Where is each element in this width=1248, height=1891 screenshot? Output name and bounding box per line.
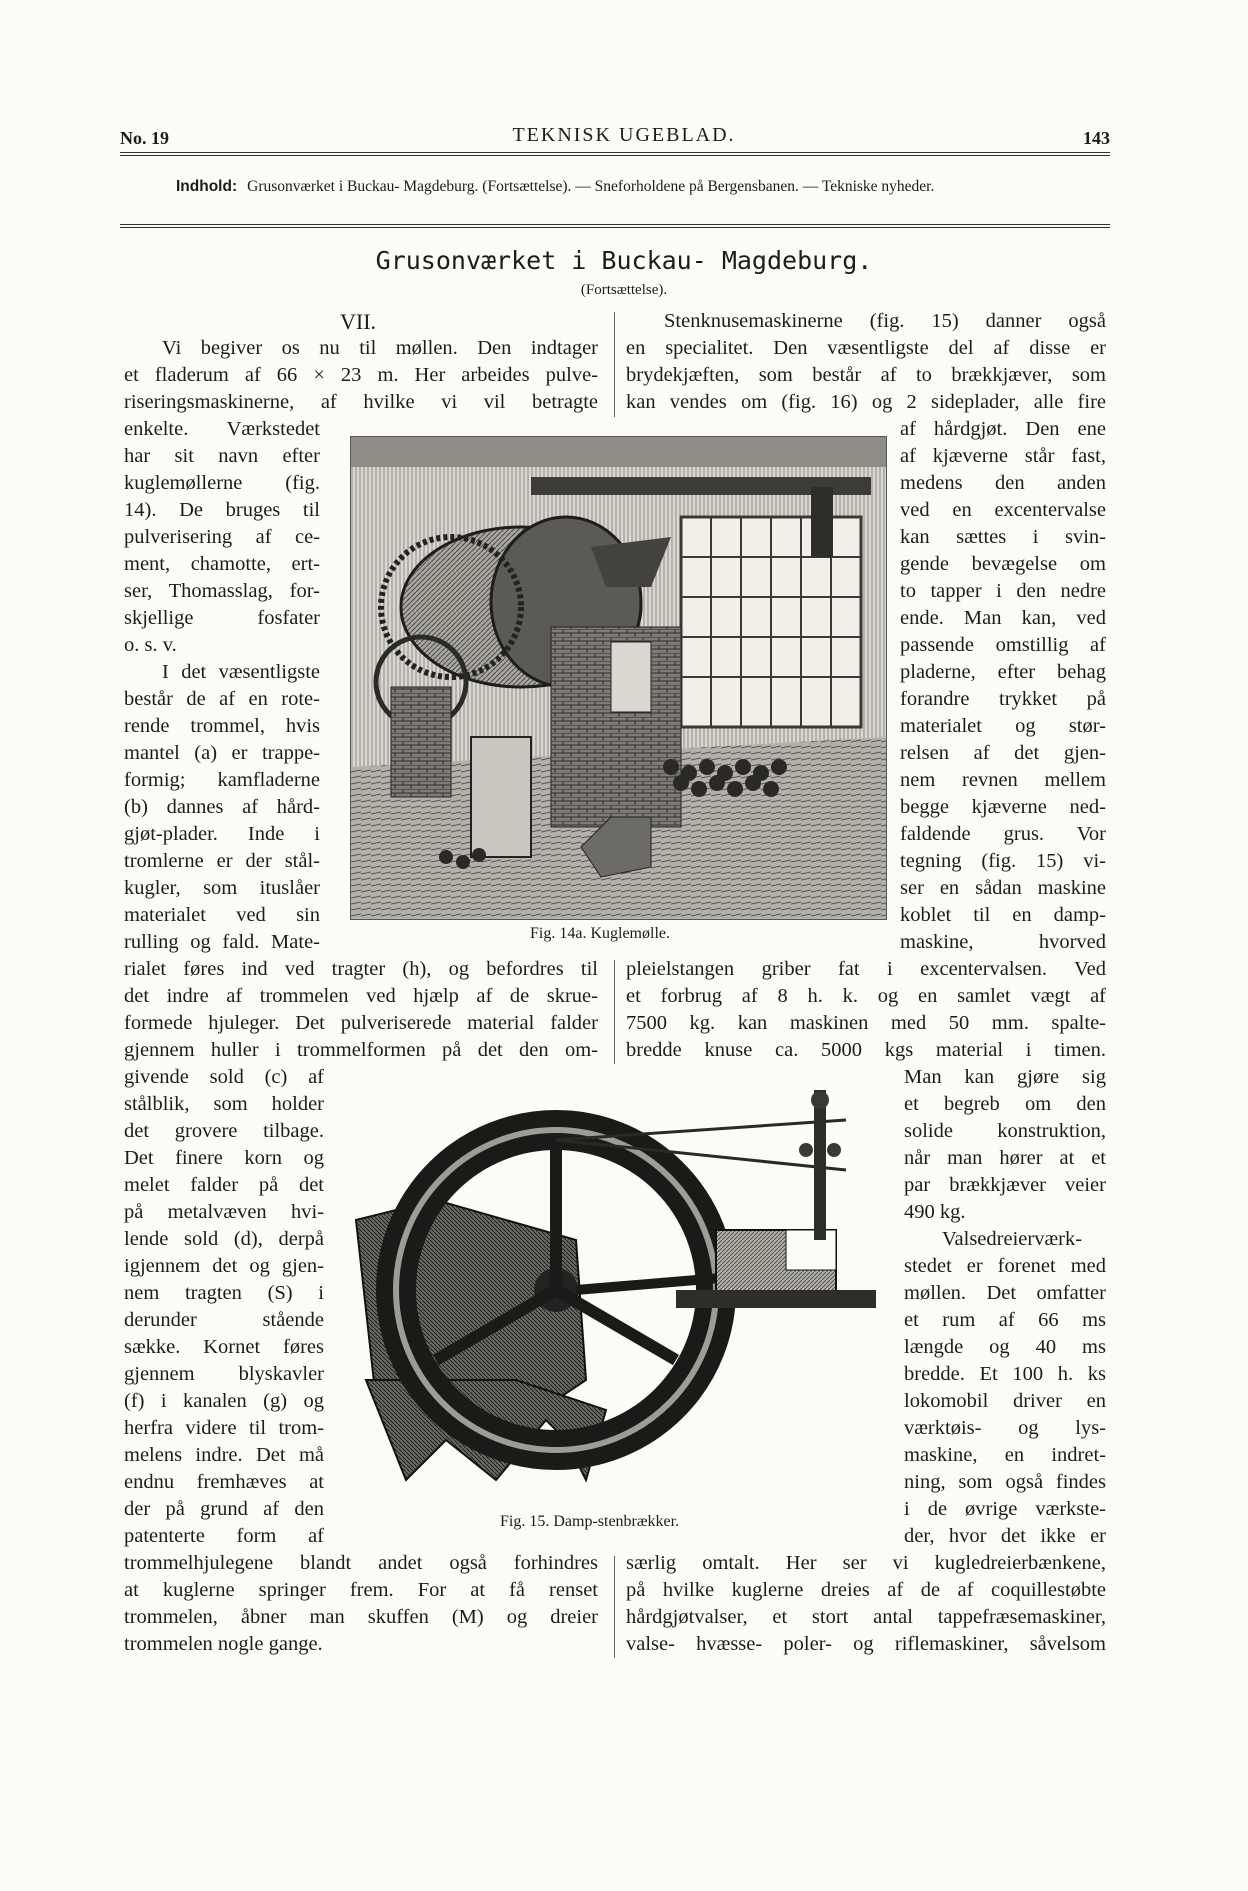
right-column-wide-3 [626, 1550, 1106, 1658]
text-line: lende sold (d), derpå [124, 1228, 324, 1250]
text-line: trommelen, åbner man skuffen (M) og dreier [124, 1606, 598, 1628]
text-line: forandre trykket på [900, 688, 1106, 710]
text-line: valse- hvæsse- poler- og riflemaskiner, såvelsom [626, 1633, 1106, 1655]
article-subtitle: (Fortsættelse). [580, 282, 668, 298]
text-line: på hvilke kuglerne dreies af de af coquillestøbte [626, 1579, 1106, 1601]
text-line: 7500 kg. kan maskinen med 50 mm. spalte- [626, 1012, 1106, 1034]
text-line: melens indre. Det må [124, 1444, 324, 1466]
column-divider [614, 960, 615, 1064]
text-line: passende omstillig af [900, 634, 1106, 656]
text-line: det indre af trommelen ved hjælp af de skrue- [124, 985, 598, 1007]
text-line: gjøt-plader. Inde i [124, 823, 320, 845]
text-line: maskine, en indret- [904, 1444, 1106, 1466]
text-line: på metalvæven hvi- [124, 1201, 324, 1223]
text-line: I det væsentligste [162, 661, 320, 683]
text-line: rialet føres ind ved tragter (h), og befordres til [124, 958, 598, 980]
text-line: koblet til en damp- [900, 904, 1106, 926]
text-line: endnu fremhæves at [124, 1471, 324, 1493]
text-line: at kuglerne springer frem. For at få renset [124, 1579, 598, 1601]
text-line: (b) dannes af hård- [124, 796, 320, 818]
text-line: melet falder på det [124, 1174, 324, 1196]
text-line: Man kan gjøre sig [904, 1066, 1106, 1088]
text-line: stedet er forenet med [904, 1255, 1106, 1277]
text-line: et forbrug af 8 h. k. og en samlet vægt af [626, 985, 1106, 1007]
text-line: medens den anden [900, 472, 1106, 494]
header-rule [120, 152, 1110, 153]
text-line: Vi begiver os nu til møllen. Den indtager [162, 337, 598, 359]
issue-number: No. 19 [120, 128, 169, 148]
text-line: der, hvor det ikke er [904, 1525, 1106, 1547]
text-line: ment, chamotte, ert- [124, 553, 320, 575]
text-line: 490 kg. [904, 1201, 966, 1223]
text-line: en specialitet. Den væsentligste del af disse er [626, 337, 1106, 359]
text-line: formig; kamfladerne [124, 769, 320, 791]
text-line: relsen af det gjen- [900, 742, 1106, 764]
text-line: Det finere korn og [124, 1147, 324, 1169]
masthead: TEKNISK UGEBLAD. [512, 124, 736, 146]
column-divider [614, 1556, 615, 1658]
text-line: gjennem huller i trommelformen på det den om- [124, 1039, 598, 1061]
text-line: tegning (fig. 15) vi- [900, 850, 1106, 872]
text-line: tromlerne er der stål- [124, 850, 320, 872]
text-line: kuglemøllerne (fig. [124, 472, 320, 494]
stone-crusher-engraving [346, 1080, 886, 1500]
text-line: møllen. Det omfatter [904, 1282, 1106, 1304]
text-line: nem tragten (S) i [124, 1282, 324, 1304]
text-line: rulling og fald. Mate- [124, 931, 320, 953]
text-line: trommelhjulegene blandt andet også forhindres [124, 1552, 598, 1574]
column-divider [614, 312, 615, 417]
text-line: hårdgjøtvalser, et stort antal tappefræsemaskiner, [626, 1606, 1106, 1628]
text-line: ning, som også findes [904, 1471, 1106, 1493]
text-line: 14). De bruges til [124, 499, 320, 521]
contents-label: Indhold: [176, 178, 238, 195]
text-line: riseringsmaskinerne, af hvilke vi vil betragte [124, 391, 598, 413]
text-line: værktøis- og lys- [904, 1417, 1106, 1439]
text-line: formede hjuleger. Det pulveriserede material falder [124, 1012, 598, 1034]
text-line: gjennem blyskavler [124, 1363, 324, 1385]
text-line: skjellige fosfater [124, 607, 320, 629]
contents-rule-2 [120, 227, 1110, 228]
text-line: patenterte form af [124, 1525, 324, 1547]
text-line: mantel (a) er trappe- [124, 742, 320, 764]
text-line: når man hører at et [904, 1147, 1106, 1169]
ball-mill-engraving [351, 437, 886, 919]
text-line: to tapper i den nedre [900, 580, 1106, 602]
left-column-narrow-2 [124, 1064, 324, 1550]
text-line: ser en sådan maskine [900, 877, 1106, 899]
text-line: herfra videre til trom- [124, 1417, 324, 1439]
text-line: Valsedreierværk- [942, 1228, 1083, 1250]
text-line: kan sættes i svin- [900, 526, 1106, 548]
text-line: brydekjæften, som består af to brækkjæver, som [626, 364, 1106, 386]
text-line: rende trommel, hvis [124, 715, 320, 737]
text-line: et fladerum af 66 × 23 m. Her arbeides pulve- [124, 364, 598, 386]
text-line: kugler, som ituslåer [124, 877, 320, 899]
text-line: trommelen nogle gange. [124, 1633, 323, 1655]
text-line: maskine, hvorved [900, 931, 1106, 953]
text-line: faldende grus. Vor [900, 823, 1106, 845]
text-line: (f) i kanalen (g) og [124, 1390, 324, 1412]
contents-line [176, 178, 934, 196]
text-line: pulverisering af ce- [124, 526, 320, 548]
text-line: har sit navn efter [124, 445, 320, 467]
text-line: pladerne, efter behag [900, 661, 1106, 683]
right-column-narrow-2 [904, 1064, 1106, 1550]
right-column-narrow-1 [900, 416, 1106, 956]
text-line: af hårdgjøt. Den ene [900, 418, 1106, 440]
text-line: lokomobil driver en [904, 1390, 1106, 1412]
text-line: et rum af 66 ms [904, 1309, 1106, 1331]
text-line: stålblik, som holder [124, 1093, 324, 1115]
text-line: i de øvrige værkste- [904, 1498, 1106, 1520]
text-line: gende bevægelse om [900, 553, 1106, 575]
text-line: bredde. Et 100 h. ks [904, 1363, 1106, 1385]
text-line: kan vendes om (fig. 16) og 2 sideplader, alle fire [626, 391, 1106, 413]
text-line: der på grund af den [124, 1498, 324, 1520]
text-line: længde og 40 ms [904, 1336, 1106, 1358]
figure-stone-crusher [346, 1080, 886, 1500]
text-line: det grovere tilbage. [124, 1120, 324, 1142]
left-column-wide-2 [124, 956, 598, 1064]
text-line: ser, Thomasslag, for- [124, 580, 320, 602]
text-line: består de af en rote- [124, 688, 320, 710]
text-line: særlig omtalt. Her ser vi kugledreierbænkene, [626, 1552, 1106, 1574]
text-line: nem revnen mellem [900, 769, 1106, 791]
left-column-top [124, 335, 598, 416]
text-line: et begreb om den [904, 1093, 1106, 1115]
contents-items: Grusonværket i Buckau- Magdeburg. (Fortsættelse). — Sneforholdene på Bergensbanen. — Tekniske nyheder. [247, 178, 935, 195]
text-line: igjennem det og gjen- [124, 1255, 324, 1277]
right-column-wide-2 [626, 956, 1106, 1064]
section-number: VII. [340, 309, 377, 334]
text-line: ende. Man kan, ved [900, 607, 1106, 629]
fig15-caption: Fig. 15. Damp-stenbrækker. [500, 1513, 680, 1530]
text-line: par brækkjæver veier [904, 1174, 1106, 1196]
text-line: ved en excentervalse [900, 499, 1106, 521]
text-line: enkelte. Værkstedet [124, 418, 320, 440]
text-line: bredde knuse ca. 5000 kgs material i timen. [626, 1039, 1106, 1061]
text-line: pleielstangen griber fat i excentervalsen. Ved [626, 958, 1106, 980]
text-line: begge kjæverne ned- [900, 796, 1106, 818]
text-line: sække. Kornet føres [124, 1336, 324, 1358]
right-column-top [626, 308, 1106, 416]
text-line: materialet og stør- [900, 715, 1106, 737]
contents-rule [120, 224, 1110, 225]
figure-ball-mill [350, 436, 887, 920]
text-line: af kjæverne står fast, [900, 445, 1106, 467]
left-column-wide-3 [124, 1550, 598, 1658]
header-rule-2 [120, 155, 1110, 156]
text-line: o. s. v. [124, 634, 177, 656]
text-line: derunder stående [124, 1309, 324, 1331]
text-line: materialet ved sin [124, 904, 320, 926]
article-title: Grusonværket i Buckau- Magdeburg. [375, 246, 873, 275]
text-line: Stenknusemaskinerne (fig. 15) danner også [664, 310, 1106, 332]
text-line: solide konstruktion, [904, 1120, 1106, 1142]
text-line: givende sold (c) af [124, 1066, 324, 1088]
left-column-narrow-1 [124, 416, 320, 956]
page-number: 143 [1083, 128, 1110, 148]
fig14a-caption: Fig. 14a. Kuglemølle. [530, 925, 670, 942]
